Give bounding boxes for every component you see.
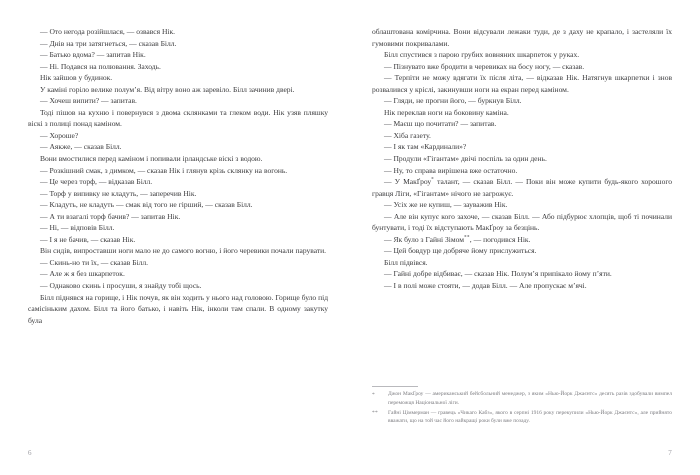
paragraph: — І я не бачив, — сказав Нік. xyxy=(40,234,136,244)
paragraph: У каміні горіло велике полум’я. Від вітру воно аж заревіло. Білл зачинив двері. xyxy=(40,84,295,94)
paragraph: — Скинь-но ти їх, — сказав Білл. xyxy=(40,257,149,267)
paragraph: — Хіба газету. xyxy=(384,130,431,140)
footnotes-block xyxy=(372,386,672,427)
paragraph-zim: — Як було з Гайні Зімом**, — погодився Нік. xyxy=(384,234,531,244)
paragraph: — Але ж я без шкарпеток. xyxy=(40,269,125,279)
paragraph: — Хочеш випити? — запитав. xyxy=(40,96,137,106)
paragraph: Нік зайшов у будинок. xyxy=(40,73,113,83)
footnote-item xyxy=(372,390,672,407)
paragraph: Нік переклав ноги на боковину каміна. xyxy=(384,107,509,117)
paragraph: — Кладуть, не кладуть — смак від того не гірший, — сказав Білл. xyxy=(40,200,253,210)
paragraph: — Пізнувато вже бродити в черевиках на босу ногу, — сказав. xyxy=(384,61,585,71)
body-text-left xyxy=(28,26,328,326)
paragraph-continuation: облаштована комірчина. Вони відсували лежаки туди, де з даху не крапало, і застеляли їх гумовими покривалами. xyxy=(372,27,672,48)
paragraph: — Гляди, не прогни його, — буркнув Білл. xyxy=(384,96,522,106)
page-right xyxy=(350,0,700,475)
paragraph: Білл спустився з парою грубих вовняних шкарпеток у руках. xyxy=(384,50,580,60)
paragraph: — Торф у випивку не кладуть, — заперечив Нік. xyxy=(40,188,197,198)
paragraph-macgraw: — У МакҐроу* талант, — сказав Білл. — Поки він може купити будь-якого хорошого гравця Ліги, «Гігантам» нічого не загрожує. xyxy=(372,176,672,198)
paragraph: — Однаково скинь і просуши, я знайду тобі щось. xyxy=(40,281,202,291)
paragraph: — Цей бовдур ще добряче йому прислужиться. xyxy=(384,246,537,256)
paragraph: — Гайні добре відбиває, — сказав Нік. Полум’я припікало йому п’яти. xyxy=(384,269,612,279)
paragraph: Білл підвівся. xyxy=(384,257,428,267)
footnote-item xyxy=(372,409,672,426)
paragraph: — Це через торф, — відказав Білл. xyxy=(40,177,153,187)
paragraph: — Терпіти не можу вдягати їх після літа, — відказав Нік. Натягнув шкарпетки і знов розвалився у кріслі, закинувши ноги на екран перед каміном. xyxy=(372,73,672,94)
paragraph: — Батько вдома? — запитав Нік. xyxy=(40,50,146,60)
paragraph: — Днів на три затягнеться, — сказав Білл. xyxy=(40,38,177,48)
paragraph: Він сидів, випроставши ноги мало не до самого вогню, і його черевики почали парувати. xyxy=(40,246,327,256)
footnote-reference-marker: ** xyxy=(464,234,470,241)
paragraph: — Ні, — відповів Білл. xyxy=(40,223,115,233)
paragraph: — А ти взагалі торф бачив? — запитав Нік. xyxy=(40,211,181,221)
paragraph: — Усіх же не купиш, — зауважив Нік. xyxy=(384,200,508,210)
footnote-text: Гайні Ціммерман — гравець «Чикаго Кабз», якого в серпні 1916 року перекупили «Нью-Йорк Джаєнтс», але прийнято вважати, що на той час його найкращі роки були вже позаду. xyxy=(388,409,672,425)
paragraph: Вони вмостилися перед каміном і попивали ірландське віскі з водою. xyxy=(40,154,263,164)
footnote-text: Джон МакҐроу — американський бейсбольний менеджер, з яким «Нью-Йорк Джаєнтс» десять разів здобували вимпел переможця Національної ліги. xyxy=(388,391,672,406)
paragraph: — Ото негода розійшлася, — озвався Нік. xyxy=(40,27,176,36)
paragraph: — Маєш що почитати? — запитав. xyxy=(384,119,497,129)
paragraph: — Аякже, — сказав Білл. xyxy=(40,142,122,152)
paragraph: — Ні. Подався на полювання. Заходь. xyxy=(40,61,161,71)
paragraph: — Але він купує кого захоче, — сказав Білл. — Або підбурює хлопців, щоб ті починали бунтувати, і тоді їх відступають МакҐроу за безцінь. xyxy=(372,211,672,233)
paragraph: Тоді пішов на кухню і повернувся з двома склянками та глеком води. Нік узяв пляшку віскі з полиці понад каміном. xyxy=(28,107,328,129)
page-number-left: 6 xyxy=(28,449,32,457)
body-text-right xyxy=(372,26,672,292)
footnote-marker: * xyxy=(372,391,376,398)
paragraph: — Ну, то справа вирішена вже остаточно. xyxy=(384,165,518,175)
footnote-reference-marker: * xyxy=(431,176,435,183)
paragraph: — Розкішний смак, з димком, — сказав Нік і глянув крізь склянку на вогонь. xyxy=(40,165,288,175)
paragraph: — І в полі може стояти, — додав Білл. — Але пропускає м’ячі. xyxy=(384,281,587,291)
paragraph: Білл піднявся на горище, і Нік почув, як він ходить у нього над головою. Горище було під самісіньким дахом. Білл та його батько, і навіть Нік, інколи там спали. В одному закутку була xyxy=(28,292,329,325)
footnote-marker: ** xyxy=(372,410,379,417)
paragraph: — Продули «Гігантам» двічі поспіль за один день. xyxy=(384,154,547,164)
paragraph: — Хороше? xyxy=(40,130,79,140)
page-number-right: 7 xyxy=(668,449,672,457)
footnote-separator-rule xyxy=(372,386,418,387)
paragraph: — І як там «Кардинали»? xyxy=(384,142,467,152)
